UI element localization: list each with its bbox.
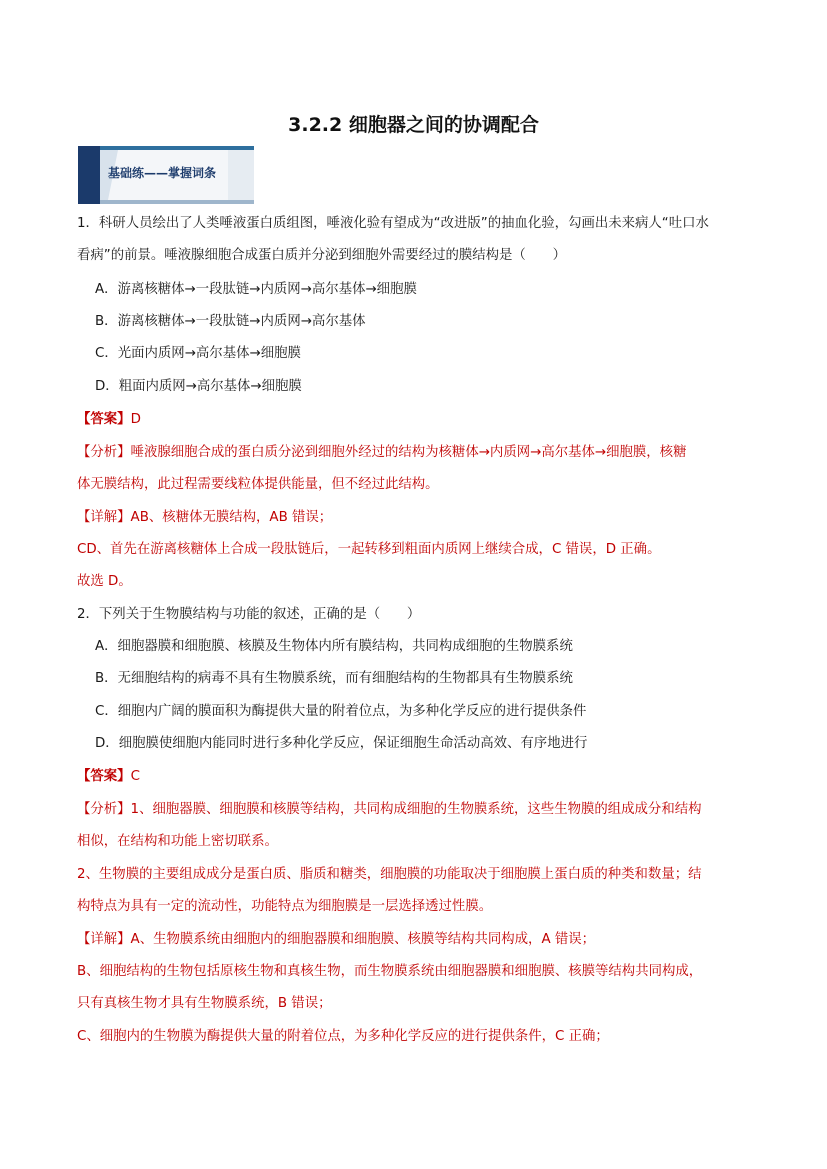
q2-detail-line1: 【详解】A、生物膜系统由细胞内的细胞器膜和细胞膜、核膜等结构共同构成，A 错误； (77, 932, 596, 947)
q2-analysis-line4: 构特点为具有一定的流动性，功能特点为细胞膜是一层选择透过性膜。 (77, 899, 493, 914)
q1-analysis-line1: 【分析】唾液腺细胞合成的蛋白质分泌到细胞外经过的结构为核糖体→内质网→高尔基体→细胞膜，核糖 (77, 445, 687, 460)
q2-detail-line4: C、细胞内的生物膜为酶提供大量的附着位点，为多种化学反应的进行提供条件，C 正确； (77, 1029, 609, 1044)
q1-analysis-line2: 体无膜结构，此过程需要线粒体提供能量，但不经过此结构。 (77, 477, 439, 492)
q2-answer-value: C (130, 769, 140, 784)
q2-option-a: A．细胞器膜和细胞膜、核膜及生物体内所有膜结构，共同构成细胞的生物膜系统 (95, 639, 573, 654)
q1-option-c: C．光面内质网→高尔基体→细胞膜 (95, 346, 301, 361)
q2-detail-line3: 只有真核生物才具有生物膜系统，B 错误； (77, 996, 332, 1011)
section-banner (78, 146, 254, 204)
q2-detail-line2: B、细胞结构的生物包括原核生物和真核生物，而生物膜系统由细胞器膜和细胞膜、核膜等结构共同构成， (77, 964, 703, 979)
q2-analysis-line2: 相似，在结构和功能上密切联系。 (77, 834, 278, 849)
q1-option-b: B．游离核糖体→一段肽链→内质网→高尔基体 (95, 314, 366, 329)
page-title: 3.2.2 细胞器之间的协调配合 (288, 114, 539, 136)
q2-option-d: D．细胞膜使细胞内能同时进行多种化学反应，保证细胞生命活动高效、有序地进行 (95, 736, 588, 751)
q2-analysis-line3: 2、生物膜的主要组成成分是蛋白质、脂质和糖类，细胞膜的功能取决于细胞膜上蛋白质的种类和数量；结 (77, 867, 702, 882)
q1-detail-line1: 【详解】AB、核糖体无膜结构，AB 错误； (77, 510, 333, 525)
q1-answer-label: 【答案】 (77, 412, 131, 427)
q1-answer (77, 410, 141, 430)
q2-stem-line1: 2．下列关于生物膜结构与功能的叙述，正确的是（ ） (77, 607, 421, 622)
q2-answer (77, 767, 140, 787)
banner-label: 基础练——掌握词条 (108, 166, 217, 180)
q1-option-d: D．粗面内质网→高尔基体→细胞膜 (95, 379, 302, 394)
q1-stem-line2: 看病”的前景。唾液腺细胞合成蛋白质并分泌到细胞外需要经过的膜结构是（ ） (77, 248, 566, 263)
q2-option-c: C．细胞内广阔的膜面积为酶提供大量的附着位点，为多种化学反应的进行提供条件 (95, 704, 587, 719)
q1-option-a: A．游离核糖体→一段肽链→内质网→高尔基体→细胞膜 (95, 282, 417, 297)
q1-detail-line2: CD、首先在游离核糖体上合成一段肽链后，一起转移到粗面内质网上继续合成，C 错误，D 正确。 (77, 542, 661, 557)
q2-option-b: B．无细胞结构的病毒不具有生物膜系统，而有细胞结构的生物都具有生物膜系统 (95, 671, 573, 686)
q1-stem-line1: 1．科研人员绘出了人类唾液蛋白质组图，唾液化验有望成为“改进版”的抽血化验，勾画出未来病人“吐口水 (77, 216, 709, 231)
q1-detail-line3: 故选 D。 (77, 574, 132, 589)
q2-analysis-line1: 【分析】1、细胞器膜、细胞膜和核膜等结构，共同构成细胞的生物膜系统，这些生物膜的组成成分和结构 (77, 802, 702, 817)
q2-answer-label: 【答案】 (77, 769, 131, 784)
q1-answer-value: D (130, 412, 141, 427)
